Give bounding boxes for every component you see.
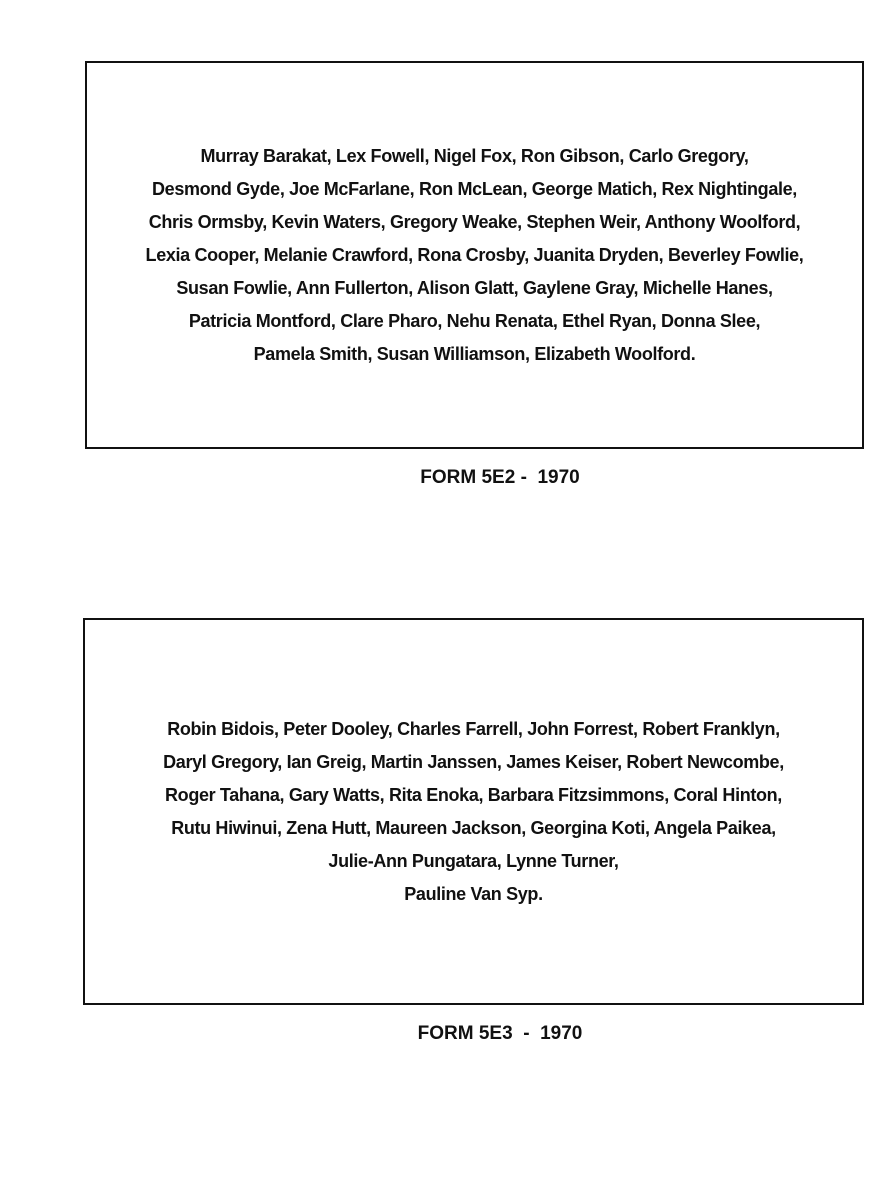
name-line: Desmond Gyde, Joe McFarlane, Ron McLean, George Matich, Rex Nightingale, (152, 178, 797, 199)
name-line: Rutu Hiwinui, Zena Hutt, Maureen Jackson, Georgina Koti, Angela Paikea, (171, 817, 776, 838)
name-line: Pamela Smith, Susan Williamson, Elizabeth Woolford. (253, 343, 696, 364)
form-5e3-names-box (83, 618, 864, 1005)
form-5e3-caption: FORM 5E3 - 1970 (417, 1023, 583, 1044)
name-line: Susan Fowlie, Ann Fullerton, Alison Glatt, Gaylene Gray, Michelle Hanes, (176, 277, 773, 298)
name-line: Lexia Cooper, Melanie Crawford, Rona Crosby, Juanita Dryden, Beverley Fowlie, (145, 244, 804, 265)
name-line: Pauline Van Syp. (404, 883, 543, 904)
name-line: Julie-Ann Pungatara, Lynne Turner, (328, 850, 619, 871)
name-line: Roger Tahana, Gary Watts, Rita Enoka, Barbara Fitzsimmons, Coral Hinton, (165, 784, 782, 805)
name-line: Daryl Gregory, Ian Greig, Martin Janssen, James Keiser, Robert Newcombe, (163, 751, 784, 772)
name-line: Murray Barakat, Lex Fowell, Nigel Fox, Ron Gibson, Carlo Gregory, (200, 145, 749, 166)
form-5e2-caption: FORM 5E2 - 1970 (420, 467, 580, 488)
name-line: Robin Bidois, Peter Dooley, Charles Farrell, John Forrest, Robert Franklyn, (167, 718, 780, 739)
name-line: Chris Ormsby, Kevin Waters, Gregory Weake, Stephen Weir, Anthony Woolford, (148, 211, 801, 232)
form-5e2-names-box (85, 61, 864, 449)
name-line: Patricia Montford, Clare Pharo, Nehu Renata, Ethel Ryan, Donna Slee, (188, 310, 761, 331)
